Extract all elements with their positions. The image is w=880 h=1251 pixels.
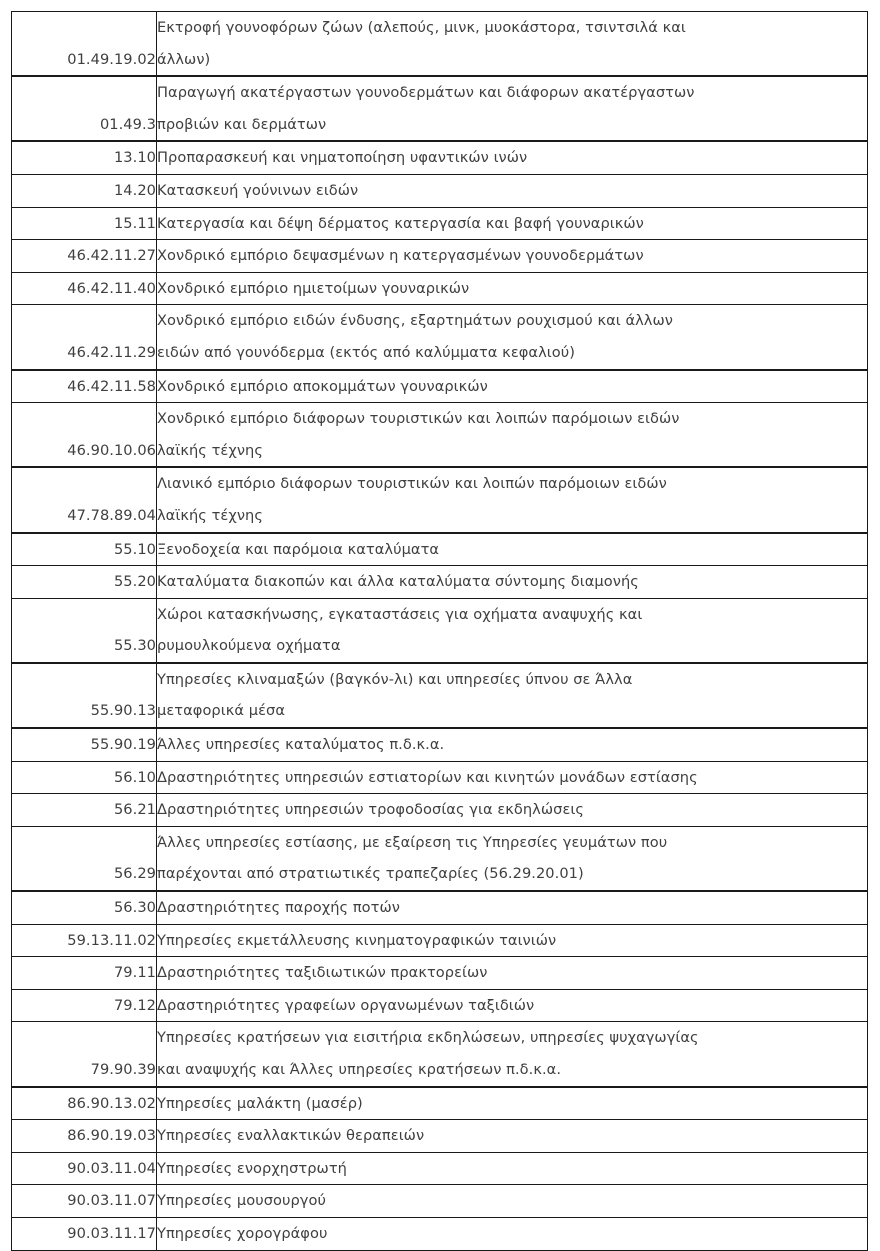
- activity-code-text: 90.03.11.17: [67, 1224, 156, 1242]
- activity-code-cell: [12, 728, 157, 761]
- activity-code-text: 55.10: [113, 540, 156, 558]
- activity-code-cell: [12, 1152, 157, 1185]
- table-row: [12, 826, 868, 891]
- activity-code-text: 90.03.11.04: [67, 1159, 156, 1177]
- table-row: [12, 1022, 868, 1087]
- activity-code-text: 55.90.19: [90, 736, 156, 754]
- activity-description-line: Δραστηριότητες παροχής ποτών: [157, 899, 400, 917]
- activity-description-line: Άλλες υπηρεσίες καταλύματος π.δ.κ.α.: [157, 736, 445, 754]
- activity-code-cell: [12, 272, 157, 305]
- activity-code-cell: [12, 891, 157, 924]
- activity-code-cell: [12, 761, 157, 794]
- activity-description-line: και αναψυχής και Άλλες υπηρεσίες κρατήσεων π.δ.κ.α.: [157, 1061, 562, 1078]
- activity-code-cell: [12, 989, 157, 1022]
- activity-description-line: Υπηρεσίες εκμετάλλευσης κινηματογραφικών ταινιών: [157, 931, 557, 949]
- table-row: [12, 467, 868, 532]
- activity-description-line: Λιανικό εμπόριο διάφορων τουριστικών και λοιπών παρόμοιων ειδών: [157, 475, 667, 493]
- table-row: [12, 728, 868, 761]
- activity-code-text: 46.90.10.06: [67, 441, 156, 459]
- table-row: [12, 1087, 868, 1120]
- activity-description-line: προβιών και δερμάτων: [157, 115, 327, 133]
- table-row: [12, 957, 868, 990]
- activity-description-cell: [157, 1185, 868, 1218]
- activity-description-cell: [157, 207, 868, 240]
- activity-description-line: Χονδρικό εμπόριο ειδών ένδυσης, εξαρτημάτων ρουχισμού και άλλων: [157, 312, 673, 330]
- activity-code-cell: [12, 598, 157, 663]
- activity-description-line: Προπαρασκευή και νηματοποίηση υφαντικών ινών: [157, 149, 528, 167]
- activity-description-line: Ξενοδοχεία και παρόμοια καταλύματα: [157, 540, 440, 558]
- table-row: [12, 174, 868, 207]
- activity-description-cell: [157, 566, 868, 599]
- activity-code-cell: [12, 1087, 157, 1120]
- activity-description-cell: [157, 370, 868, 403]
- activity-description-cell: [157, 1120, 868, 1153]
- table-row: [12, 305, 868, 370]
- activity-code-text: 46.42.11.27: [67, 247, 156, 265]
- activity-description-cell: [157, 141, 868, 174]
- activity-code-cell: [12, 1217, 157, 1250]
- table-row: [12, 566, 868, 599]
- activity-description-line: Υπηρεσίες ενορχηστρωτή: [157, 1159, 347, 1177]
- activity-code-text: 46.42.11.58: [67, 377, 156, 395]
- activity-description-cell: [157, 826, 868, 891]
- activity-code-cell: [12, 305, 157, 370]
- activity-code-text: 79.11: [113, 964, 156, 982]
- activity-codes-table: [11, 11, 868, 1251]
- activity-description-line: λαϊκής τέχνης: [157, 441, 263, 459]
- activity-description-line: μεταφορικά μέσα: [157, 702, 285, 720]
- activity-description-cell: [157, 1152, 868, 1185]
- activity-description-line: Υπηρεσίες εναλλακτικών θεραπειών: [157, 1127, 425, 1145]
- activity-description-line: Υπηρεσίες μουσουργού: [157, 1192, 326, 1210]
- activity-description-cell: [157, 891, 868, 924]
- activity-description-cell: [157, 467, 868, 532]
- table-row: [12, 533, 868, 566]
- activity-description-cell: [157, 794, 868, 827]
- activity-description-line: Παραγωγή ακατέργαστων γουνοδερμάτων και διάφορων ακατέργαστων: [157, 84, 695, 102]
- activity-description-line: Δραστηριότητες υπηρεσιών τροφοδοσίας για εκδηλώσεις: [157, 801, 584, 819]
- activity-description-line: Υπηρεσίες κλιναμαξών (βαγκόν-λι) και υπηρεσίες ύπνου σε Άλλα: [157, 670, 633, 688]
- activity-code-text: 46.42.11.29: [67, 343, 156, 361]
- activity-code-text: 79.12: [113, 996, 156, 1014]
- table-row: [12, 1185, 868, 1218]
- table-row: [12, 76, 868, 141]
- table-row: [12, 141, 868, 174]
- activity-code-cell: [12, 12, 157, 77]
- activity-code-cell: [12, 1022, 157, 1087]
- activity-description-cell: [157, 1217, 868, 1250]
- activity-description-line: Εκτροφή γουνοφόρων ζώων (αλεπούς, μινκ, μυοκάστορα, τσιντσιλά και: [157, 19, 686, 36]
- activity-description-cell: [157, 728, 868, 761]
- table-row: [12, 207, 868, 240]
- activity-description-cell: [157, 663, 868, 728]
- activity-code-cell: [12, 924, 157, 957]
- activity-description-line: άλλων): [157, 50, 211, 68]
- activity-description-line: λαϊκής τέχνης: [157, 506, 263, 524]
- activity-code-cell: [12, 794, 157, 827]
- activity-description-cell: [157, 305, 868, 370]
- activity-code-cell: [12, 957, 157, 990]
- activity-description-line: Κατεργασία και δέψη δέρματος κατεργασία και βαφή γουναρικών: [157, 214, 644, 232]
- activity-code-text: 86.90.13.02: [67, 1094, 156, 1112]
- activity-code-text: 55.20: [113, 573, 156, 591]
- table-row: [12, 240, 868, 273]
- activity-code-cell: [12, 207, 157, 240]
- activity-code-text: 55.30: [113, 637, 156, 655]
- table-row: [12, 794, 868, 827]
- activity-code-text: 86.90.19.03: [67, 1127, 156, 1145]
- table-row: [12, 989, 868, 1022]
- activity-code-text: 56.10: [113, 768, 156, 786]
- activity-code-text: 79.90.39: [90, 1061, 156, 1078]
- table-row: [12, 663, 868, 728]
- activity-code-cell: [12, 370, 157, 403]
- activity-code-text: 15.11: [113, 214, 156, 232]
- activity-description-line: Άλλες υπηρεσίες εστίασης, με εξαίρεση τις Υπηρεσίες γευμάτων που: [157, 833, 668, 851]
- activity-description-cell: [157, 272, 868, 305]
- activity-code-cell: [12, 566, 157, 599]
- activity-description-cell: [157, 403, 868, 468]
- table-row: [12, 891, 868, 924]
- activity-code-text: 90.03.11.07: [67, 1192, 156, 1210]
- activity-description-line: ειδών από γουνόδερμα (εκτός από καλύμματα κεφαλιού): [157, 343, 575, 361]
- activity-description-cell: [157, 957, 868, 990]
- activity-code-text: 56.21: [113, 801, 156, 819]
- activity-description-cell: [157, 761, 868, 794]
- activity-description-line: Χονδρικό εμπόριο ημιετοίμων γουναρικών: [157, 279, 470, 297]
- activity-code-cell: [12, 467, 157, 532]
- activity-code-text: 47.78.89.04: [67, 506, 156, 524]
- activity-code-cell: [12, 141, 157, 174]
- activity-description-cell: [157, 76, 868, 141]
- activity-description-cell: [157, 240, 868, 273]
- activity-description-cell: [157, 174, 868, 207]
- activity-description-cell: [157, 533, 868, 566]
- activity-code-cell: [12, 174, 157, 207]
- activity-description-cell: [157, 12, 868, 77]
- activity-code-text: 01.49.3: [99, 115, 156, 133]
- activity-description-line: Δραστηριότητες υπηρεσιών εστιατορίων και κινητών μονάδων εστίασης: [157, 768, 698, 786]
- activity-code-cell: [12, 533, 157, 566]
- table-body: [12, 12, 868, 1251]
- activity-description-line: Υπηρεσίες μαλάκτη (μασέρ): [157, 1094, 363, 1112]
- activity-description-cell: [157, 989, 868, 1022]
- table-row: [12, 1217, 868, 1250]
- activity-description-line: Χονδρικό εμπόριο διάφορων τουριστικών και λοιπών παρόμοιων ειδών: [157, 410, 680, 428]
- table-row: [12, 403, 868, 468]
- activity-code-text: 59.13.11.02: [67, 931, 156, 949]
- activity-code-cell: [12, 826, 157, 891]
- activity-description-line: παρέχονται από στρατιωτικές τραπεζαρίες (56.29.20.01): [157, 865, 584, 883]
- activity-description-line: ρυμουλκούμενα οχήματα: [157, 637, 341, 655]
- activity-description-line: Υπηρεσίες χορογράφου: [157, 1224, 328, 1242]
- activity-description-line: Χονδρικό εμπόριο αποκομμάτων γουναρικών: [157, 377, 488, 395]
- activity-description-line: Υπηρεσίες κρατήσεων για εισιτήρια εκδηλώσεων, υπηρεσίες ψυχαγωγίας: [157, 1029, 699, 1047]
- activity-description-line: Κατασκευή γούνινων ειδών: [157, 181, 359, 199]
- activity-code-cell: [12, 1120, 157, 1153]
- activity-description-cell: [157, 1022, 868, 1087]
- activity-description-line: Χώροι κατασκήνωσης, εγκαταστάσεις για οχήματα αναψυχής και: [157, 605, 643, 623]
- activity-description-line: Καταλύματα διακοπών και άλλα καταλύματα σύντομης διαμονής: [157, 573, 639, 591]
- table-row: [12, 272, 868, 305]
- activity-description-cell: [157, 598, 868, 663]
- activity-code-text: 46.42.11.40: [67, 279, 156, 297]
- activity-description-cell: [157, 1087, 868, 1120]
- activity-code-cell: [12, 76, 157, 141]
- table-row: [12, 1152, 868, 1185]
- table-row: [12, 924, 868, 957]
- table-row: [12, 761, 868, 794]
- table-row: [12, 370, 868, 403]
- activity-code-text: 56.29: [113, 865, 156, 883]
- activity-description-line: Χονδρικό εμπόριο δεψασμένων η κατεργασμένων γουνοδερμάτων: [157, 247, 644, 265]
- activity-code-text: 55.90.13: [90, 702, 156, 720]
- table-row: [12, 12, 868, 77]
- activity-code-text: 13.10: [113, 149, 156, 167]
- table-row: [12, 1120, 868, 1153]
- activity-description-cell: [157, 924, 868, 957]
- activity-code-cell: [12, 1185, 157, 1218]
- table-row: [12, 598, 868, 663]
- activity-description-line: Δραστηριότητες ταξιδιωτικών πρακτορείων: [157, 964, 488, 982]
- activity-code-text: 14.20: [113, 181, 156, 199]
- activity-description-line: Δραστηριότητες γραφείων οργανωμένων ταξιδιών: [157, 996, 535, 1014]
- activity-code-text: 01.49.19.02: [67, 50, 156, 68]
- activity-code-text: 56.30: [113, 899, 156, 917]
- activity-code-cell: [12, 663, 157, 728]
- activity-code-cell: [12, 240, 157, 273]
- activity-code-cell: [12, 403, 157, 468]
